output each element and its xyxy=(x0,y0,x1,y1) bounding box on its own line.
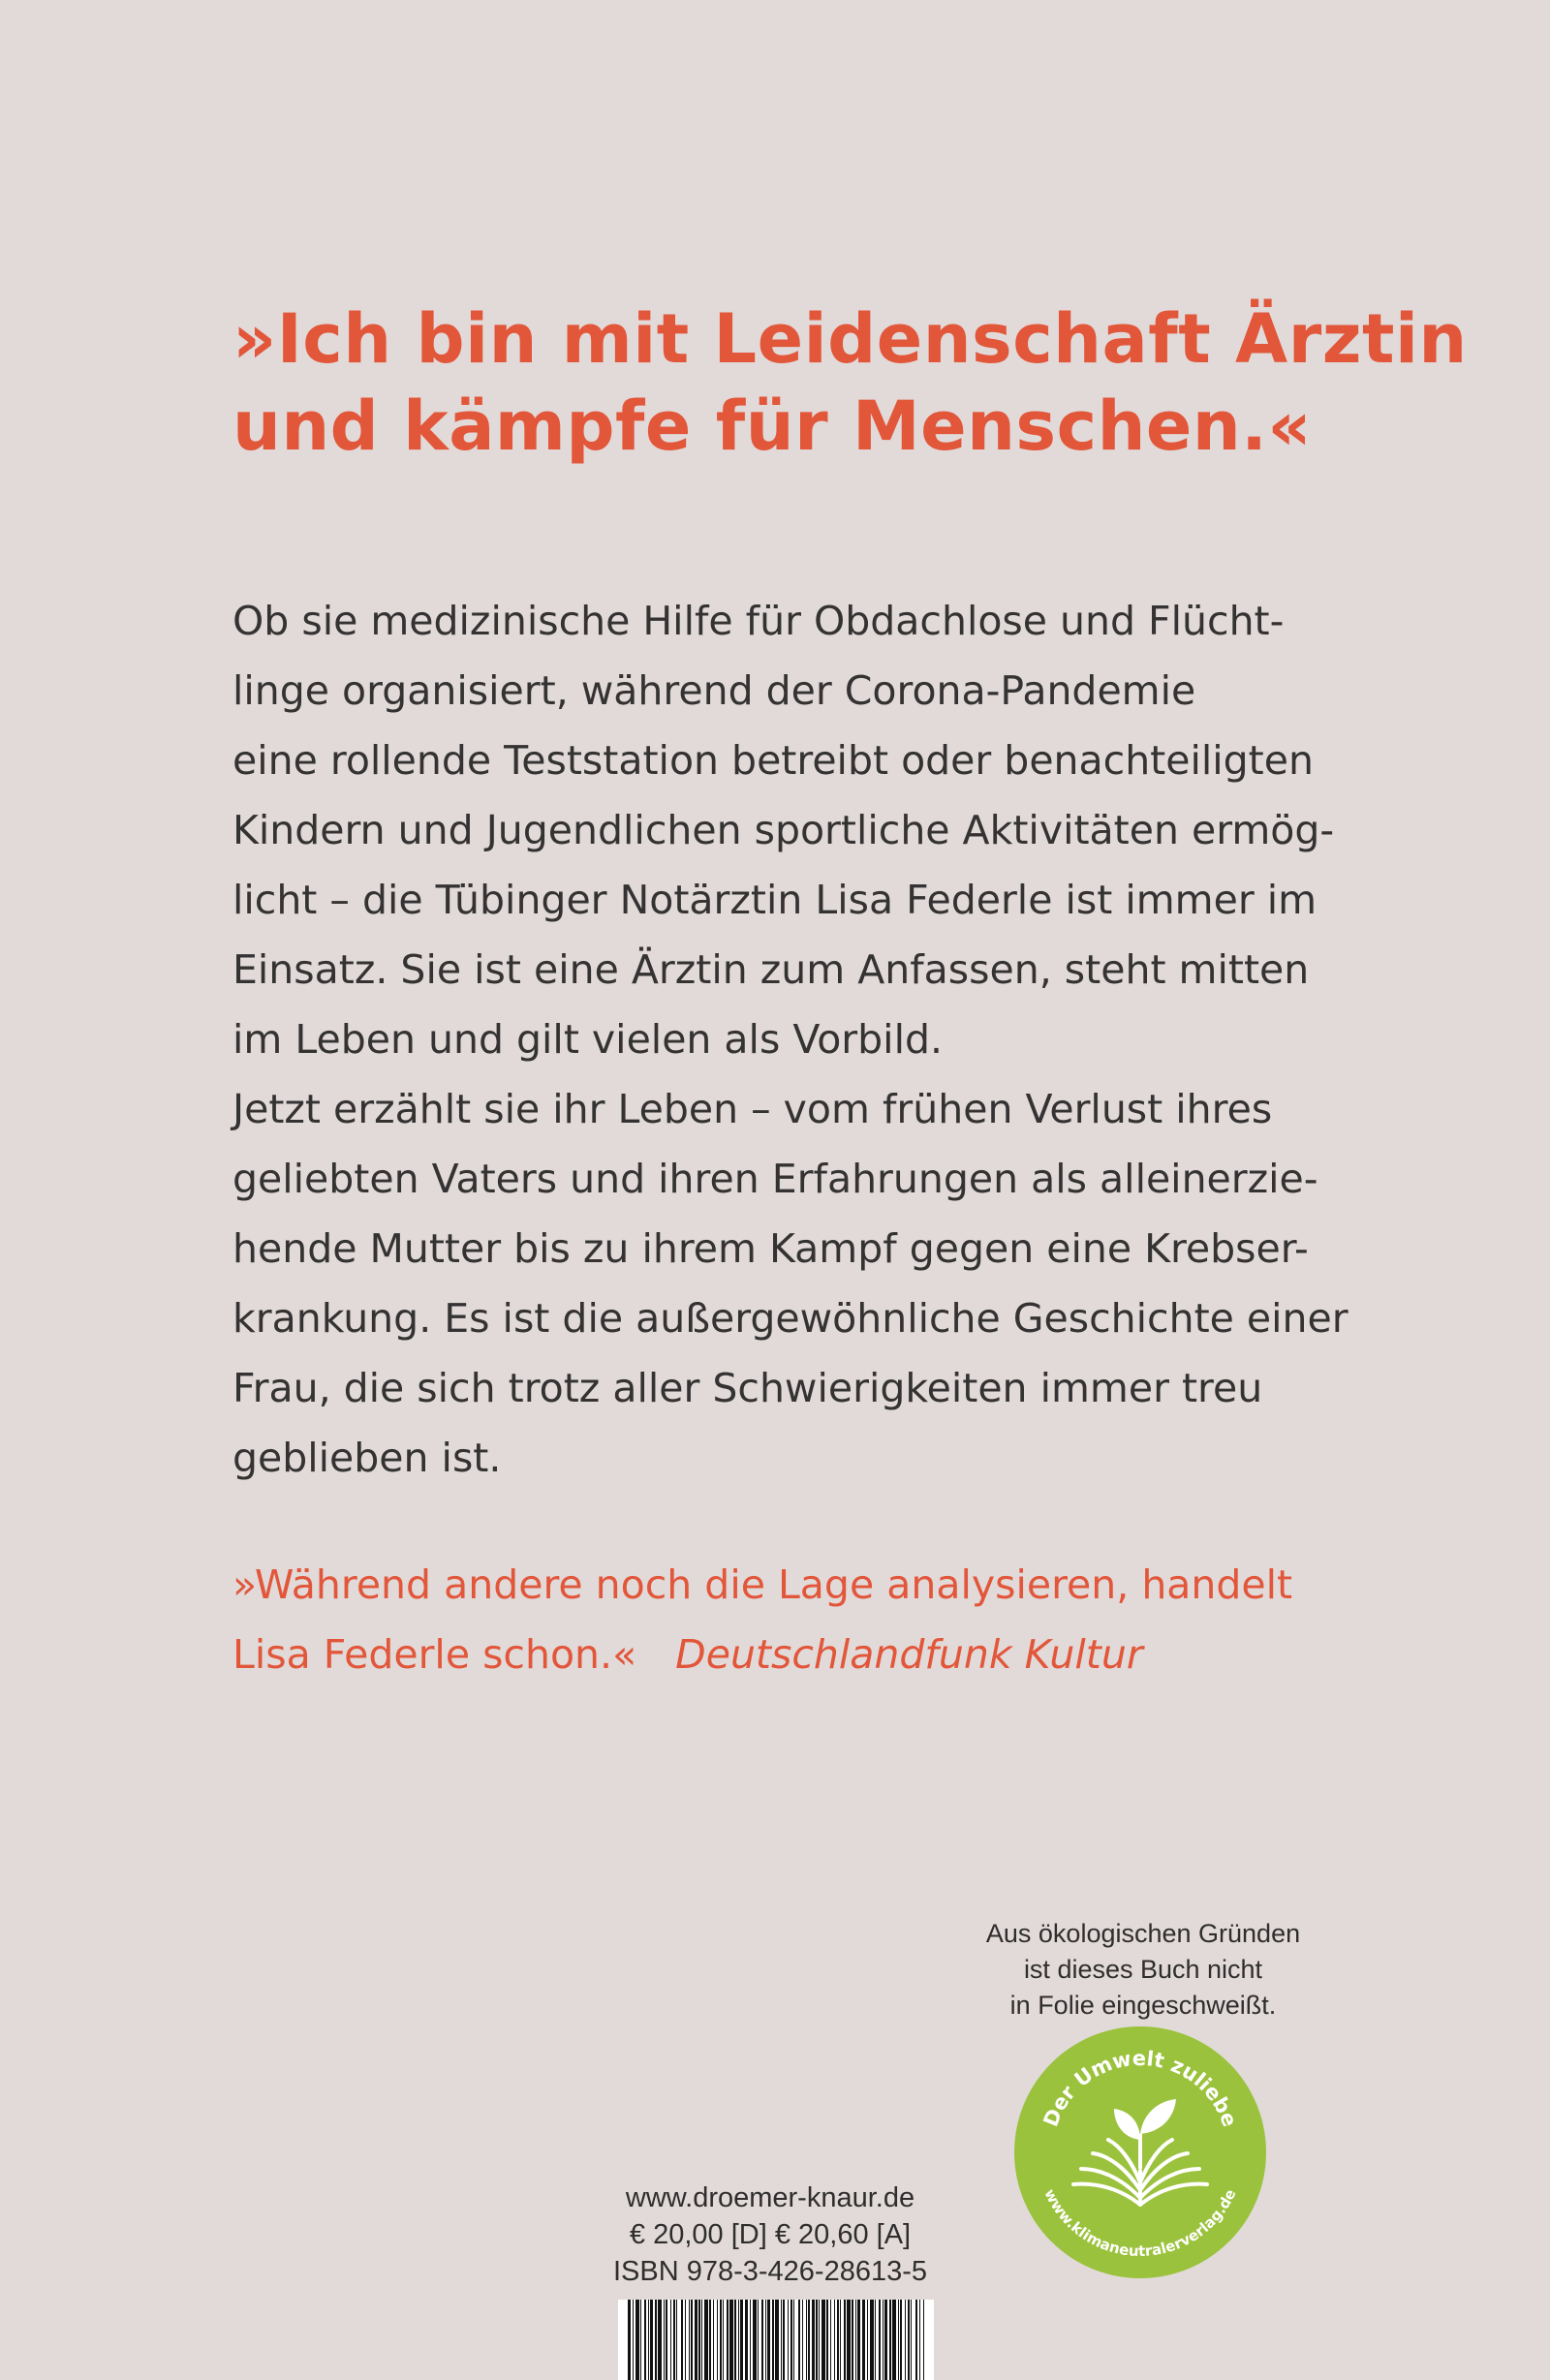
press-quote xyxy=(232,1550,1395,1689)
barcode-bar xyxy=(701,2300,702,2380)
barcode-bar xyxy=(781,2300,782,2380)
barcode-bar xyxy=(745,2300,748,2380)
barcode-bar xyxy=(658,2300,662,2380)
barcode-bar xyxy=(923,2300,924,2380)
headline-line: und kämpfe für Menschen.« xyxy=(232,386,1313,466)
barcode-bar xyxy=(879,2300,881,2380)
eco-note-line: in Folie eingeschweißt. xyxy=(1009,1991,1277,2020)
barcode-bar xyxy=(758,2300,759,2380)
barcode-bar xyxy=(837,2300,839,2380)
barcode-bar xyxy=(681,2300,683,2380)
blurb-line: linge organisiert, während der Corona-Pandemie xyxy=(232,667,1196,714)
blurb-line: geliebten Vaters und ihren Erfahrungen als alleinerzie- xyxy=(232,1156,1318,1202)
barcode-bar xyxy=(775,2300,779,2380)
blurb-line: licht – die Tübinger Notärztin Lisa Federle ist immer im xyxy=(232,877,1318,923)
barcode-bar xyxy=(676,2300,677,2380)
barcode-bar xyxy=(704,2300,708,2380)
barcode-bar xyxy=(709,2300,711,2380)
barcode-bar xyxy=(717,2300,718,2380)
barcode-bar xyxy=(783,2300,785,2380)
blurb-line: im Leben und gilt vielen als Vorbild. xyxy=(232,1016,944,1063)
barcode-bar xyxy=(727,2300,728,2380)
barcode-bar xyxy=(806,2300,807,2380)
barcode-bar xyxy=(919,2300,920,2380)
barcode-bar xyxy=(844,2300,846,2380)
barcode-bar xyxy=(915,2300,917,2380)
barcode-bar xyxy=(798,2300,800,2380)
barcode-bar xyxy=(883,2300,884,2380)
price-info: € 20,00 [D] € 20,60 [A] xyxy=(629,2219,912,2250)
publisher-website: www.droemer-knaur.de xyxy=(625,2182,915,2213)
blurb-line: hende Mutter bis zu ihrem Kampf gegen eine Krebser- xyxy=(232,1225,1309,1272)
barcode-bar xyxy=(884,2300,887,2380)
barcode-bar xyxy=(636,2300,639,2380)
headline-quote xyxy=(232,295,1468,470)
barcode-bar xyxy=(723,2300,724,2380)
barcode-bar xyxy=(855,2300,856,2380)
barcode-bar xyxy=(834,2300,835,2380)
barcode-bar xyxy=(648,2300,649,2380)
isbn: ISBN 978-3-426-28613-5 xyxy=(612,2256,928,2287)
barcode-bar xyxy=(689,2300,690,2380)
barcode-bar xyxy=(772,2300,774,2380)
badge-bottom-text: www.klimaneutralerverlag.de xyxy=(1040,2185,1240,2261)
barcode-bar xyxy=(761,2300,763,2380)
barcode-bar xyxy=(720,2300,722,2380)
barcode-bar xyxy=(655,2300,657,2380)
press-quote-text: Lisa Federle schon.« xyxy=(232,1631,637,1678)
barcode-bar xyxy=(666,2300,667,2380)
barcode-bar xyxy=(788,2300,789,2380)
barcode-bar xyxy=(673,2300,675,2380)
barcode-bar xyxy=(767,2300,770,2380)
barcode-bar xyxy=(905,2300,906,2380)
barcode-bar xyxy=(793,2300,794,2380)
publisher-info xyxy=(581,2179,959,2290)
barcode-bar xyxy=(867,2300,868,2380)
headline-line: »Ich bin mit Leidenschaft Ärztin xyxy=(232,299,1468,379)
barcode-bar xyxy=(644,2300,646,2380)
blurb-line: Ob sie medizinische Hilfe für Obdachlose und Flücht- xyxy=(232,598,1285,644)
press-quote-source: Deutschlandfunk Kultur xyxy=(675,1631,1143,1678)
barcode-bar xyxy=(729,2300,733,2380)
barcode-bar xyxy=(685,2300,686,2380)
blurb-line: Kindern und Jugendlichen sportliche Aktivitäten ermög- xyxy=(232,807,1335,853)
press-quote-line: »Während andere noch die Lage analysieren, handelt xyxy=(232,1561,1293,1608)
eco-badge xyxy=(1013,2025,1267,2279)
barcode-bar xyxy=(911,2300,912,2380)
barcode-bar xyxy=(875,2300,876,2380)
barcode-bar xyxy=(664,2300,665,2380)
barcode-bar xyxy=(765,2300,766,2380)
barcode-bar xyxy=(713,2300,714,2380)
blurb-line: Jetzt erzählt sie ihr Leben – vom frühen Verlust ihres xyxy=(232,1086,1273,1132)
barcode xyxy=(618,2300,934,2380)
barcode-bar xyxy=(898,2300,899,2380)
barcode-bar xyxy=(862,2300,865,2380)
blurb-line: Einsatz. Sie ist eine Ärztin zum Anfassen, steht mitten xyxy=(232,946,1310,993)
barcode-bar xyxy=(740,2300,743,2380)
barcode-bar xyxy=(808,2300,810,2380)
eco-note-line: ist dieses Buch nicht xyxy=(1023,1955,1263,1984)
barcode-bar xyxy=(908,2300,910,2380)
barcode-bar xyxy=(830,2300,831,2380)
blurb-line: eine rollende Teststation betreibt oder benachteiligten xyxy=(232,737,1314,784)
barcode-bar xyxy=(847,2300,851,2380)
barcode-bar xyxy=(826,2300,828,2380)
blurb-line: krankung. Es ist die außergewöhnliche Geschichte einer xyxy=(232,1295,1348,1342)
blurb-line: Frau, die sich trotz aller Schwierigkeiten immer treu xyxy=(232,1365,1263,1411)
barcode-bar xyxy=(812,2300,815,2380)
barcode-bar xyxy=(889,2300,891,2380)
eco-note xyxy=(940,1916,1347,2024)
barcode-bar xyxy=(670,2300,671,2380)
barcode-bar xyxy=(822,2300,825,2380)
barcode-bar xyxy=(790,2300,792,2380)
barcode-bar xyxy=(628,2300,631,2380)
blurb-text xyxy=(232,586,1376,1493)
barcode-bar xyxy=(640,2300,641,2380)
barcode-bar xyxy=(900,2300,902,2380)
barcode-bar xyxy=(695,2300,698,2380)
barcode-bar xyxy=(750,2300,751,2380)
barcode-bar xyxy=(870,2300,874,2380)
barcode-bar xyxy=(857,2300,860,2380)
barcode-bar xyxy=(819,2300,820,2380)
eco-note-line: Aus ökologischen Gründen xyxy=(985,1919,1301,1948)
badge-top-text: Der Umwelt zuliebe xyxy=(1038,2046,1242,2130)
barcode-bar xyxy=(816,2300,818,2380)
barcode-bar xyxy=(738,2300,739,2380)
barcode-bar xyxy=(691,2300,693,2380)
press-quote-line-2 xyxy=(232,1620,1395,1689)
barcode-bar xyxy=(633,2300,634,2380)
barcode-bar xyxy=(650,2300,653,2380)
barcode-bar xyxy=(698,2300,700,2380)
barcode-bar xyxy=(852,2300,853,2380)
barcode-bar xyxy=(892,2300,896,2380)
barcode-bar xyxy=(802,2300,803,2380)
barcode-bar xyxy=(753,2300,757,2380)
blurb-line: geblieben ist. xyxy=(232,1435,502,1481)
barcode-bar xyxy=(840,2300,841,2380)
barcode-bar xyxy=(734,2300,736,2380)
